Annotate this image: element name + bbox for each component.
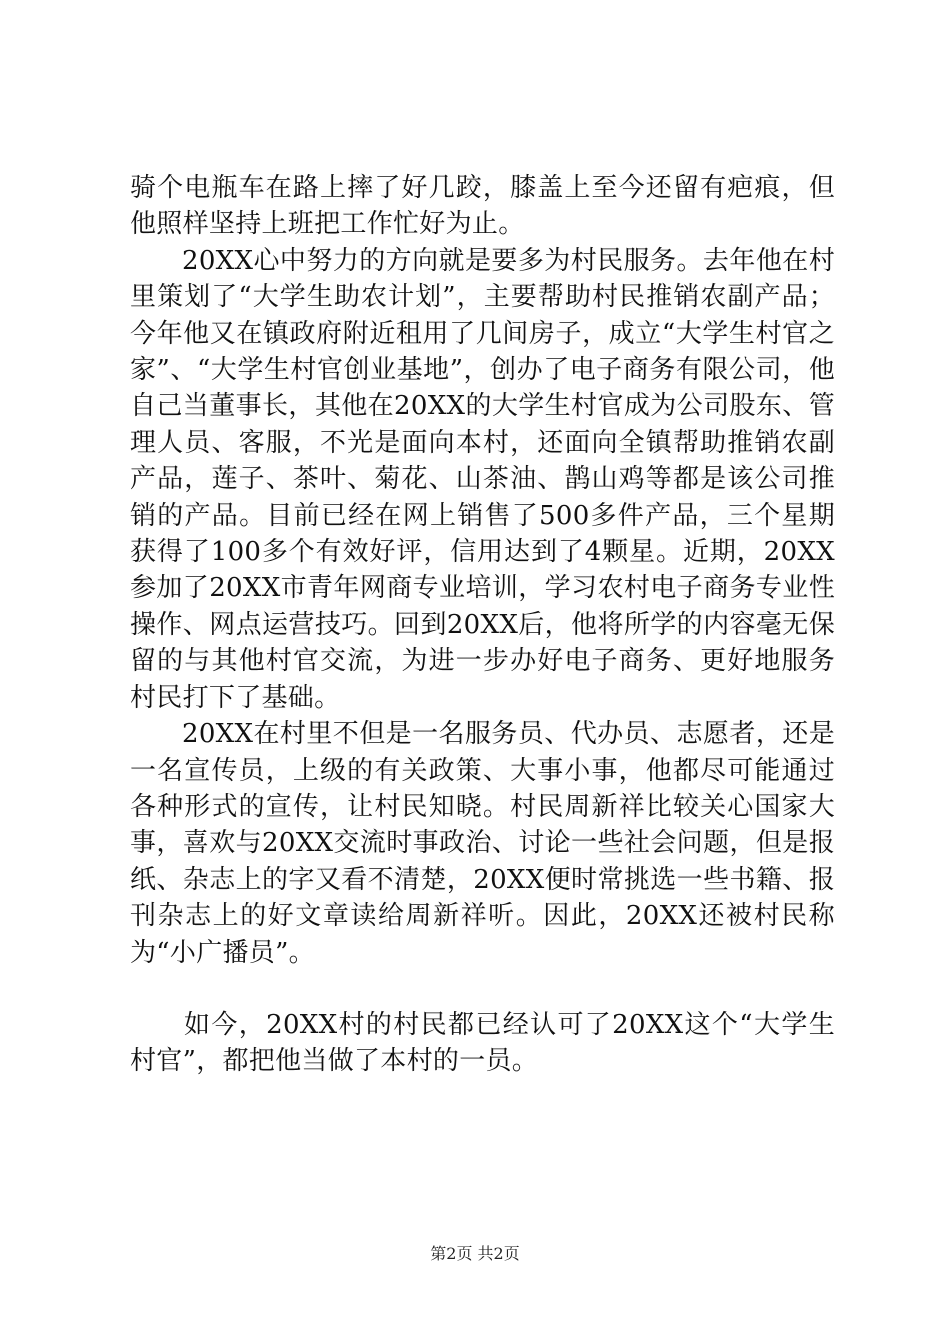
paragraph-closing: 如今，20XX村的村民都已经认可了20XX这个“大学生村官”，都把他当做了本村的一员。 xyxy=(130,1009,835,1077)
paragraph-continuation: 骑个电瓶车在路上摔了好几跤，膝盖上至今还留有疤痕，但他照样坚持上班把工作忙好为止。 xyxy=(130,173,835,240)
paragraph-publicity: 20XX在村里不但是一名服务员、代办员、志愿者，还是一名宣传员，上级的有关政策、大事小事，他都尽可能通过各种形式的宣传，让村民知晓。村民周新祥比较关心国家大事，喜欢与20XX交流时事政治、讨论一些社会问题，但是报纸、杂志上的字又看不清楚，20XX便时常挑选一些书籍、报刊杂志上的好文章读给周新祥听。因此，20XX还被村民称为“小广播员”。 xyxy=(130,719,835,968)
paragraph-village-service: 20XX心中努力的方向就是要多为村民服务。去年他在村里策划了“大学生助农计划”，主要帮助村民推销农副产品；今年他又在镇政府附近租用了几间房子，成立“大学生村官之家”、“大学生村官创业基地”，创办了电子商务有限公司，他自己当董事长，其他在20XX的大学生村官成为公司股东、管理人员、客服，不光是面向本村，还面向全镇帮助推销农副产品，莲子、茶叶、菊花、山茶油、鹊山鸡等都是该公司推销的产品。目前已经在网上销售了500多件产品，三个星期获得了100多个有效好评，信用达到了4颗星。近期，20XX参加了20XX市青年网商专业培训，学习农村电子商务专业性操作、网点运营技巧。回到20XX后，他将所学的内容毫无保留的与其他村官交流，为进一步办好电子商务、更好地服务村民打下了基础。 xyxy=(130,245,835,713)
page-footer xyxy=(0,1244,950,1264)
document-body xyxy=(130,170,835,1080)
page-number-label: 第2页 共2页 xyxy=(430,1244,520,1263)
